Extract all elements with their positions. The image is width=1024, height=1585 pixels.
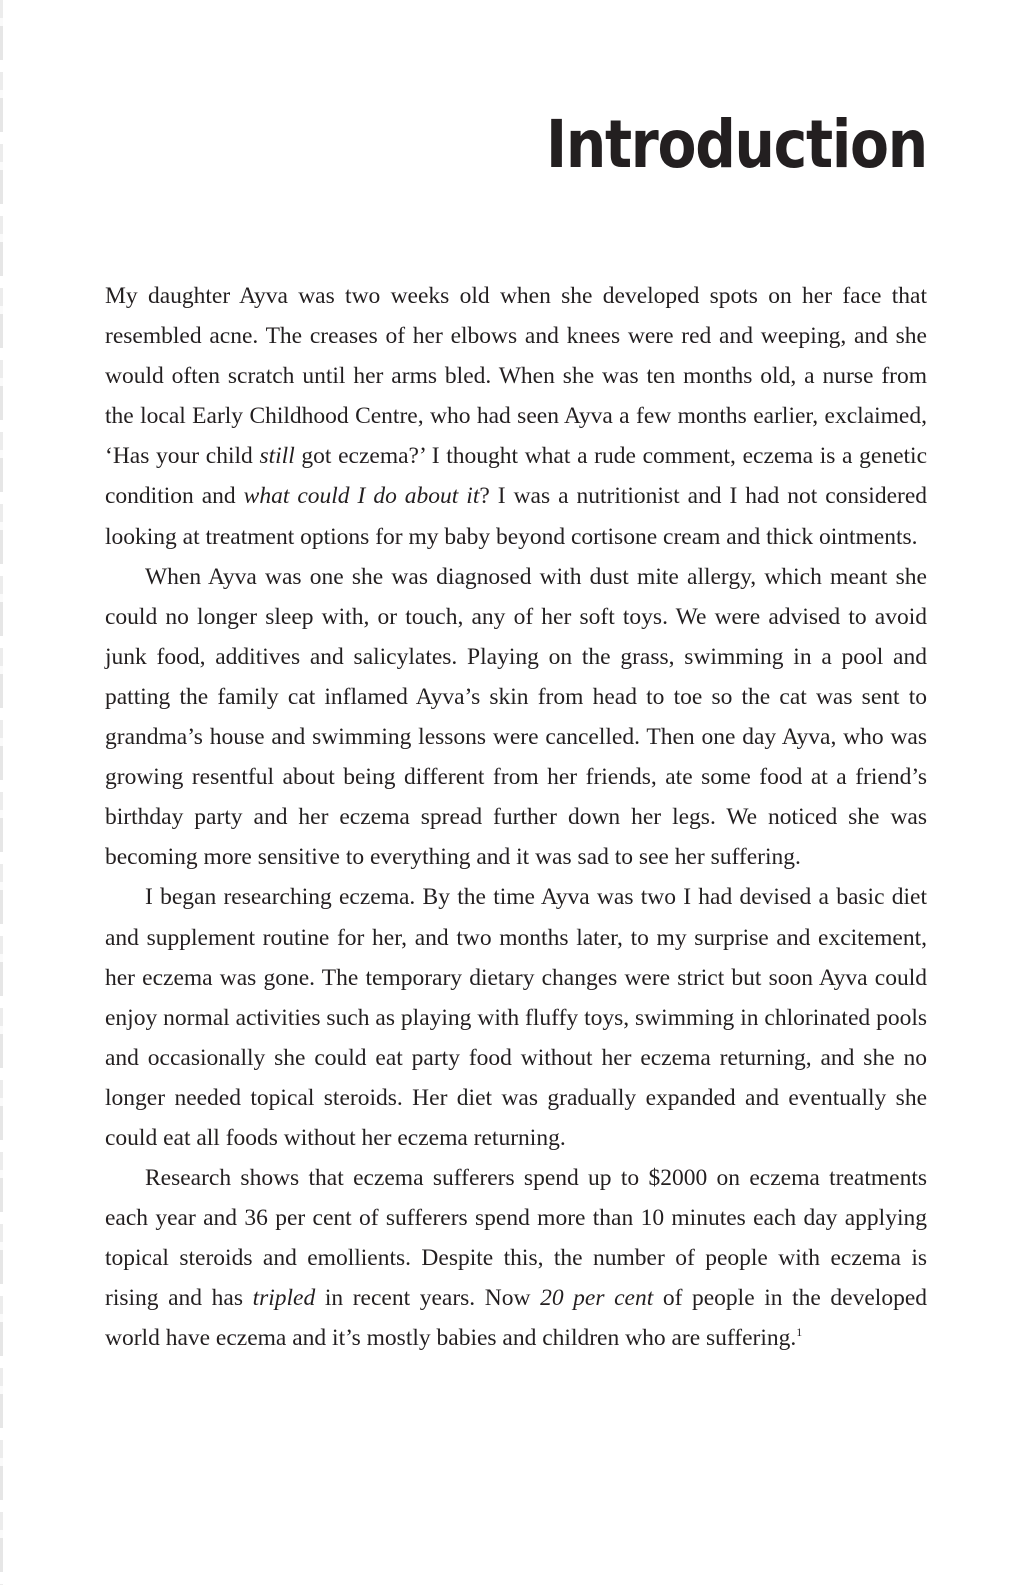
text-run: Research shows that eczema sufferers spend up to $2000 on eczema treatments each year and 36 per cent of sufferers spend more than 10 minutes each day applying topical steroids and emollients. Despite this, the number of people with eczema is rising and has bbox=[105, 1165, 927, 1312]
chapter-body bbox=[105, 276, 927, 1359]
paragraph-1 bbox=[105, 276, 927, 557]
footnote-marker: 1 bbox=[796, 1325, 803, 1340]
emphasis-text: what could I do about it bbox=[243, 483, 480, 510]
text-run: My daughter Ayva was two weeks old when she developed spots on her face that resembled acne. The creases of her elbows and knees were red and weeping, and she would often scratch until her arms bled. When she was ten months old, a nurse from the local Early Childhood Centre, who had seen Ayva a few months earlier, exclaimed, ‘Has your child bbox=[105, 283, 927, 470]
paragraph-2 bbox=[105, 557, 927, 878]
text-run: in recent years. Now bbox=[315, 1285, 541, 1312]
text-run: I began researching eczema. By the time Ayva was two I had devised a basic diet and supplement routine for her, and two months later, to my surprise and excitement, her eczema was gone. The temporary dietary changes were strict but soon Ayva could enjoy normal activities such as playing with fluffy toys, swimming in chlorinated pools and occasionally she could eat party food without her eczema returning, and she no longer needed topical steroids. Her diet was gradually expanded and eventually she could eat all foods without her eczema returning. bbox=[105, 884, 927, 1151]
text-run: When Ayva was one she was diagnosed with dust mite allergy, which meant she could no longer sleep with, or touch, any of her soft toys. We were advised to avoid junk food, additives and salicylates. Playing on the grass, swimming in a pool and patting the family cat inflamed Ayva’s skin from head to toe so the cat was sent to grandma’s house and swimming lessons were cancelled. Then one day Ayva, who was growing resentful about being different from her friends, ate some food at a friend’s birthday party and her eczema spread further down her legs. We noticed she was becoming more sensitive to everything and it was sad to see her suffering. bbox=[105, 563, 927, 871]
chapter-title: Introduction bbox=[546, 106, 927, 183]
emphasis-text: still bbox=[259, 443, 295, 470]
page-edge-marks bbox=[0, 0, 3, 1585]
emphasis-text: 20 per cent bbox=[540, 1285, 654, 1312]
text-run: ? I was a nutritionist and I had not considered looking at treatment options for my baby beyond cortisone cream and thick ointments. bbox=[105, 483, 928, 550]
emphasis-text: tripled bbox=[252, 1285, 316, 1312]
text-run: got eczema?’ I thought what a rude comment, eczema is a genetic condition and bbox=[105, 443, 928, 510]
text-run: of people in the developed world have eczema and it’s mostly babies and children who are suffering. bbox=[105, 1285, 927, 1352]
paragraph-4 bbox=[105, 1158, 927, 1358]
paragraph-3 bbox=[105, 877, 927, 1158]
